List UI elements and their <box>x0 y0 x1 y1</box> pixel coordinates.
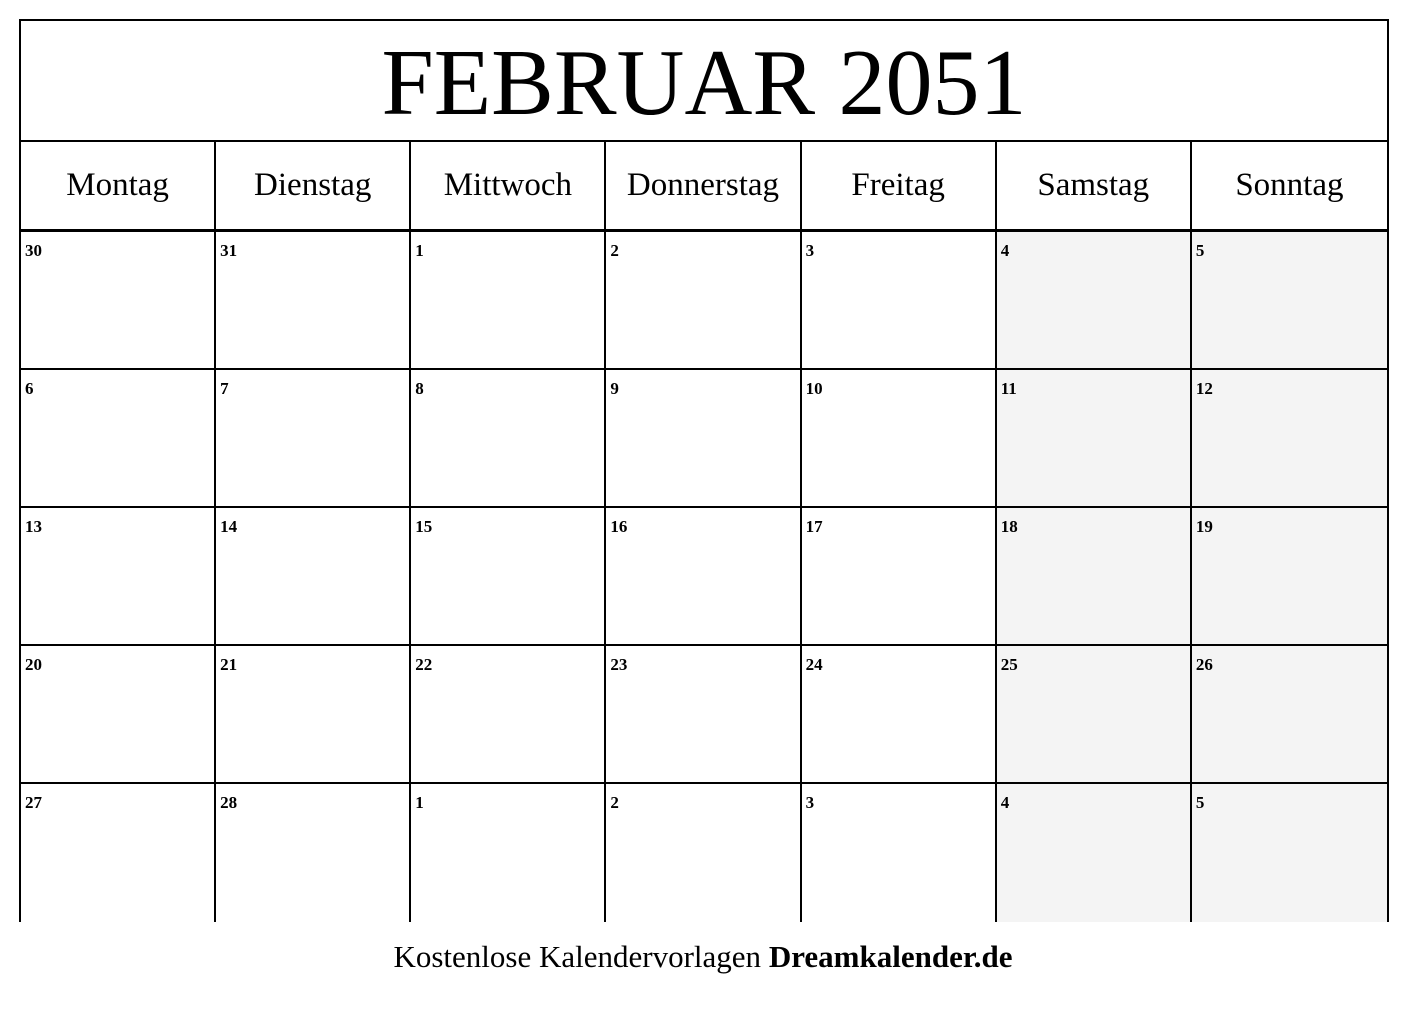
day-number: 3 <box>805 241 815 260</box>
day-number: 4 <box>1000 793 1010 812</box>
day-number: 26 <box>1195 655 1213 674</box>
day-cell <box>606 370 801 508</box>
day-number: 24 <box>805 655 823 674</box>
day-number: 8 <box>415 379 424 398</box>
day-cell <box>802 370 997 508</box>
calendar-grid <box>21 142 1387 922</box>
day-number: 1 <box>415 241 424 260</box>
day-cell <box>411 646 606 784</box>
day-number: 7 <box>220 379 229 398</box>
day-number: 4 <box>1000 241 1010 260</box>
day-cell-weekend <box>997 232 1192 370</box>
day-cell-weekend <box>1192 646 1387 784</box>
day-cell-weekend <box>1192 784 1387 922</box>
day-cell <box>802 784 997 922</box>
day-number: 17 <box>805 517 823 536</box>
footer-text: Kostenlose Kalendervorlagen <box>393 939 762 974</box>
weekday-header-wednesday: Mittwoch <box>411 142 606 232</box>
day-number: 3 <box>805 793 815 812</box>
footer-brand-link[interactable]: Dreamkalender.de <box>768 939 1013 974</box>
day-cell <box>606 646 801 784</box>
weekday-header-tuesday: Dienstag <box>216 142 411 232</box>
day-cell-weekend <box>997 784 1192 922</box>
day-cell <box>216 784 411 922</box>
day-number: 2 <box>610 241 619 260</box>
day-cell <box>411 508 606 646</box>
day-number: 30 <box>25 241 42 260</box>
day-number: 15 <box>415 517 433 536</box>
day-cell <box>411 232 606 370</box>
day-number: 18 <box>1000 517 1018 536</box>
weekday-header-saturday: Samstag <box>997 142 1192 232</box>
day-cell <box>21 370 216 508</box>
day-cell <box>21 646 216 784</box>
day-number: 25 <box>1000 655 1018 674</box>
day-cell <box>411 784 606 922</box>
day-cell <box>216 370 411 508</box>
day-cell <box>216 646 411 784</box>
day-number: 14 <box>220 517 238 536</box>
day-cell-weekend <box>1192 232 1387 370</box>
day-cell <box>216 232 411 370</box>
day-number: 22 <box>415 655 433 674</box>
day-number: 16 <box>610 517 628 536</box>
day-number: 31 <box>220 241 238 260</box>
day-cell <box>802 646 997 784</box>
day-cell <box>802 232 997 370</box>
day-number: 11 <box>1000 379 1017 398</box>
day-cell <box>606 508 801 646</box>
day-cell <box>21 784 216 922</box>
calendar-title-box <box>21 21 1387 142</box>
footer <box>0 938 1406 975</box>
day-number: 5 <box>1195 241 1205 260</box>
day-cell <box>802 508 997 646</box>
day-number: 19 <box>1195 517 1213 536</box>
weekday-header-thursday: Donnerstag <box>606 142 801 232</box>
day-number: 10 <box>805 379 823 398</box>
day-cell <box>21 508 216 646</box>
day-cell <box>411 370 606 508</box>
day-number: 6 <box>25 379 34 398</box>
day-cell <box>216 508 411 646</box>
weekday-header-friday: Freitag <box>802 142 997 232</box>
calendar <box>19 19 1389 922</box>
day-number: 27 <box>25 793 42 812</box>
day-cell-weekend <box>1192 370 1387 508</box>
day-number: 13 <box>25 517 42 536</box>
day-number: 9 <box>610 379 619 398</box>
calendar-title: FEBRUAR 2051 <box>381 30 1027 135</box>
weekday-header-sunday: Sonntag <box>1192 142 1387 232</box>
day-number: 1 <box>415 793 424 812</box>
day-cell-weekend <box>997 646 1192 784</box>
day-cell-weekend <box>1192 508 1387 646</box>
day-number: 2 <box>610 793 619 812</box>
day-number: 21 <box>220 655 238 674</box>
day-cell <box>606 784 801 922</box>
day-number: 23 <box>610 655 628 674</box>
day-number: 12 <box>1195 379 1213 398</box>
day-cell <box>21 232 216 370</box>
day-number: 20 <box>25 655 42 674</box>
weekday-header-monday: Montag <box>21 142 216 232</box>
day-cell <box>606 232 801 370</box>
day-number: 28 <box>220 793 238 812</box>
day-cell-weekend <box>997 370 1192 508</box>
day-number: 5 <box>1195 793 1205 812</box>
day-cell-weekend <box>997 508 1192 646</box>
